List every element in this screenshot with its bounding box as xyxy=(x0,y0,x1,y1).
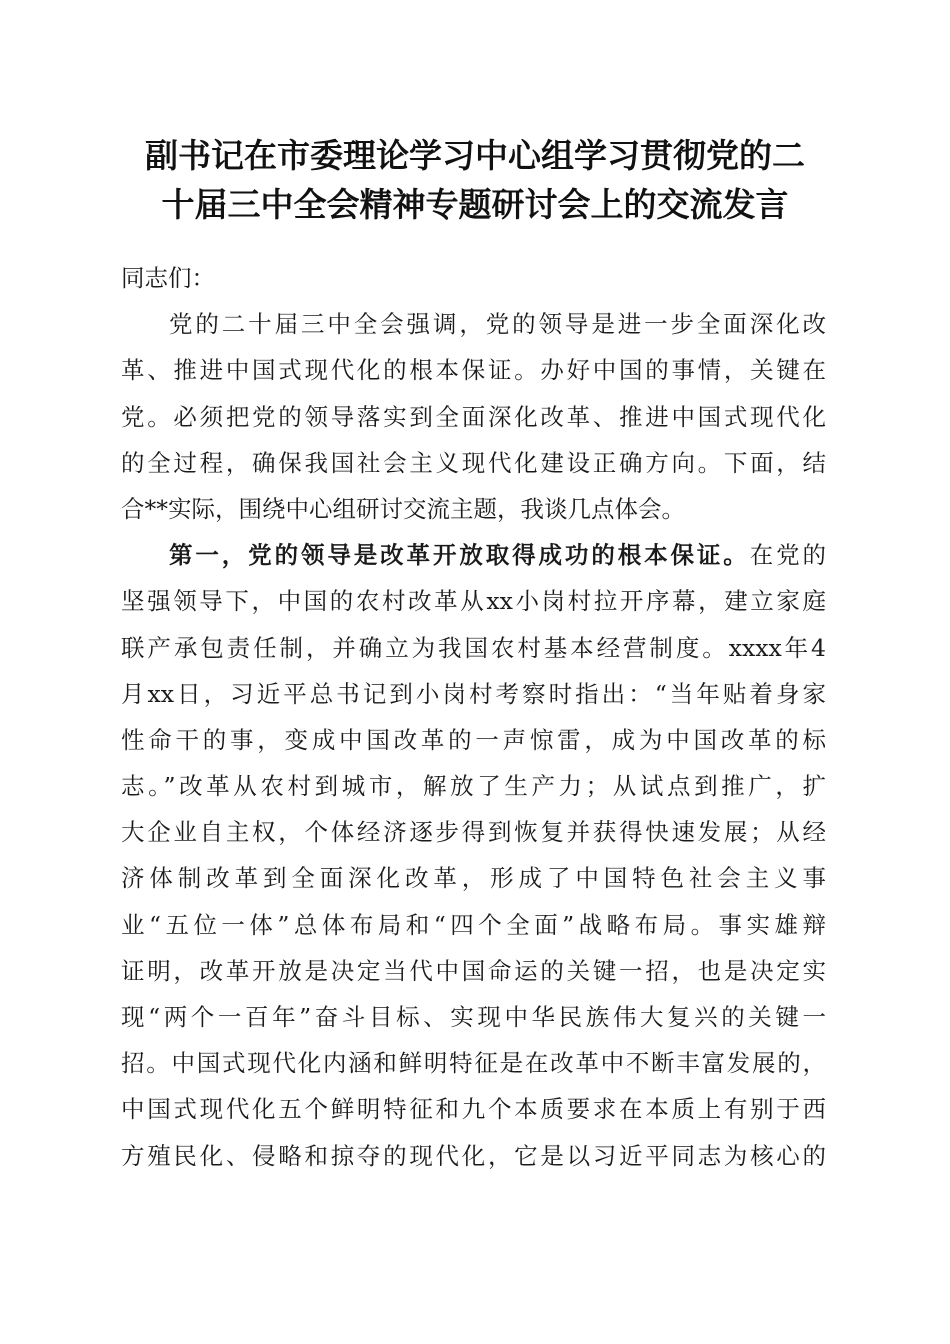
paragraph-2-line: 志。”改革从农村到城市，解放了生产力；从试点到推广，扩 xyxy=(121,772,826,801)
paragraph-2-line: 月xx日，习近平总书记到小岗村考察时指出：“当年贴着身家 xyxy=(121,679,826,708)
paragraph-2-line: 方殖民化、侵略和掠夺的现代化，它是以习近平同志为核心的 xyxy=(121,1141,826,1170)
salutation: 同志们： xyxy=(121,264,215,292)
paragraph-2-heading-tail: 在党的 xyxy=(749,541,827,570)
paragraph-2-first-line xyxy=(121,532,826,578)
paragraph-2-line: 坚强领导下，中国的农村改革从xx小岗村拉开序幕，建立家庭 xyxy=(121,587,826,616)
paragraph-2-line: 招。中国式现代化内涵和鲜明特征是在改革中不断丰富发展的， xyxy=(121,1049,826,1078)
paragraph-1-line: 党。必须把党的领导落实到全面深化改革、推进中国式现代化 xyxy=(121,402,826,431)
paragraph-1-line: 党的二十届三中全会强调，党的领导是进一步全面深化改 xyxy=(169,310,826,339)
paragraph-2-heading: 第一，党的领导是改革开放取得成功的根本保证。 xyxy=(169,541,750,570)
paragraph-1-line: 的全过程，确保我国社会主义现代化建设正确方向。下面，结 xyxy=(121,448,826,477)
paragraph-2-line: 性命干的事，变成中国改革的一声惊雷，成为中国改革的标 xyxy=(121,725,826,754)
paragraph-2-line: 现“两个一百年”奋斗目标、实现中华民族伟大复兴的关键一 xyxy=(121,1003,826,1031)
paragraph-2-line: 中国式现代化五个鲜明特征和九个本质要求在本质上有别于西 xyxy=(121,1095,826,1124)
paragraph-2-line: 大企业自主权，个体经济逐步得到恢复并获得快速发展；从经 xyxy=(121,818,826,847)
paragraph-1-line: 合**实际，围绕中心组研讨交流主题，我谈几点体会。 xyxy=(121,494,685,523)
document-title xyxy=(100,131,850,229)
document-body xyxy=(121,255,826,1179)
paragraph-2-line: 联产承包责任制，并确立为我国农村基本经营制度。xxxx年4 xyxy=(121,633,826,662)
title-line-1: 副书记在市委理论学习中心组学习贯彻党的二 xyxy=(145,136,805,175)
paragraph-2-line: 业“五位一体”总体布局和“四个全面”战略布局。事实雄辩 xyxy=(121,910,826,939)
paragraph-1-line: 革、推进中国式现代化的根本保证。办好中国的事情，关键在 xyxy=(121,356,826,385)
paragraph-2-line: 济体制改革到全面深化改革，形成了中国特色社会主义事 xyxy=(121,864,826,893)
title-line-2: 十届三中全会精神专题研讨会上的交流发言 xyxy=(161,185,789,224)
paragraph-2-line: 证明，改革开放是决定当代中国命运的关键一招，也是决定实 xyxy=(121,956,826,985)
